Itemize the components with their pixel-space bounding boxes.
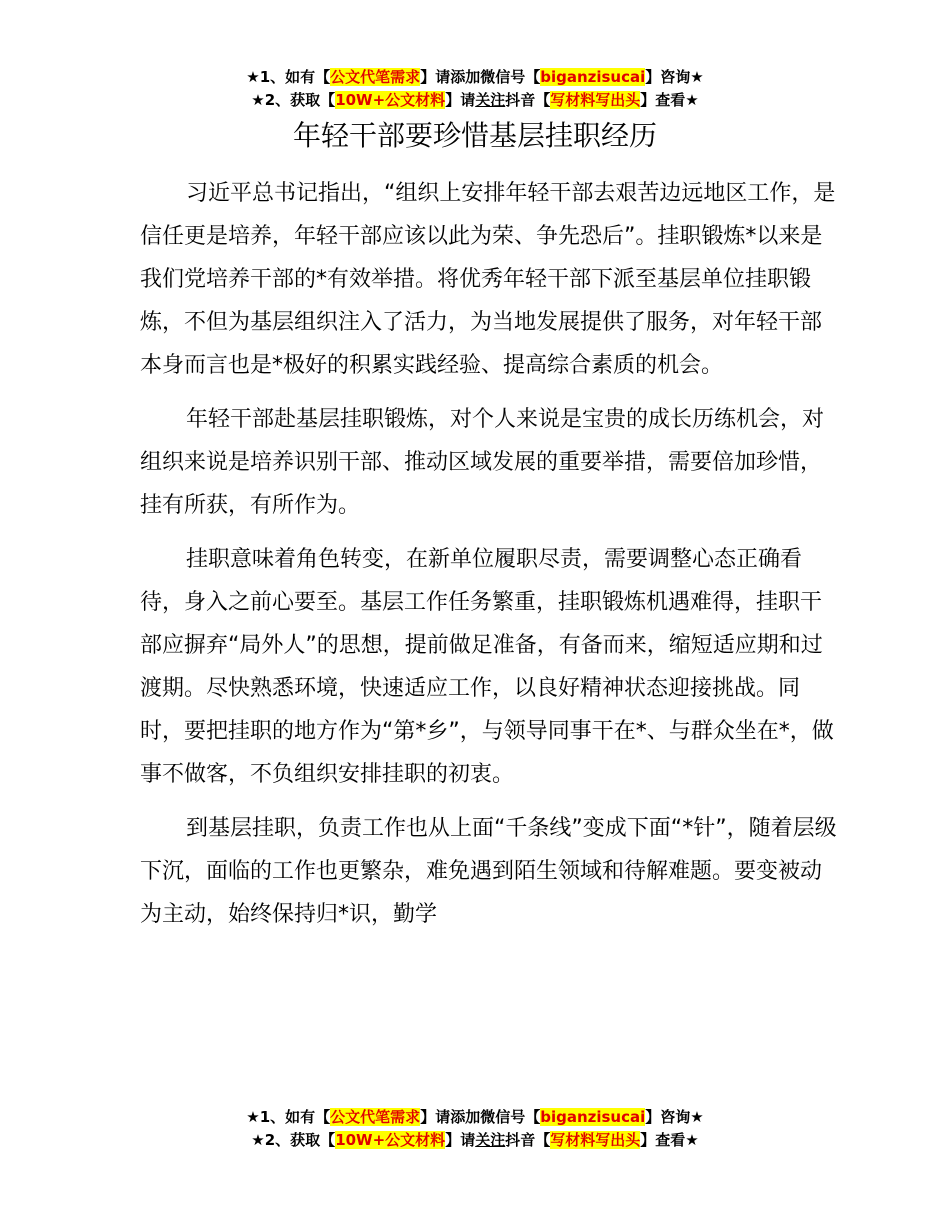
notice-text: ★2、获取【 (251, 91, 336, 109)
notice-text: 】查看★ (640, 1131, 699, 1149)
notice-underlined: 关注 (475, 91, 506, 109)
highlight-wechat-id: biganzisucai (540, 68, 646, 86)
highlight-materials: 10W+公文材料 (335, 1131, 446, 1149)
notice-text: 】请添加微信号【 (420, 1108, 541, 1126)
notice-line-1 (0, 66, 950, 89)
notice-text: ★1、如有【 (246, 1108, 331, 1126)
notice-text: ★2、获取【 (251, 1131, 336, 1149)
notice-text: 抖音【 (505, 1131, 551, 1149)
notice-text: 】查看★ (640, 91, 699, 109)
highlight-wechat-id: biganzisucai (540, 1108, 646, 1126)
notice-line-1 (0, 1106, 950, 1129)
notice-underlined: 关注 (475, 1131, 506, 1149)
highlight-douyin-account: 写材料写出头 (550, 1131, 641, 1149)
top-notice-banner (0, 66, 950, 112)
highlight-service: 公文代笔需求 (330, 1108, 421, 1126)
body-paragraph: 习近平总书记指出，“组织上安排年轻干部去艰苦边远地区工作，是信任更是培养，年轻干部应该以此为荣、争先恐后”。挂职锻炼*以来是我们党培养干部的*有效举措。将优秀年轻干部下派至基层单位挂职锻炼，不但为基层组织注入了活力，为当地发展提供了服务，对年轻干部本身而言也是*极好的积累实践经验、提高综合素质的机会。 (140, 181, 836, 378)
highlight-douyin-account: 写材料写出头 (550, 91, 641, 109)
highlight-materials: 10W+公文材料 (335, 91, 446, 109)
bottom-notice-banner (0, 1106, 950, 1152)
notice-line-2 (0, 1129, 950, 1152)
notice-text: 抖音【 (505, 91, 551, 109)
notice-text: 】请 (445, 1131, 476, 1149)
document-title: 年轻干部要珍惜基层挂职经历 (292, 119, 657, 152)
notice-text: 】请添加微信号【 (420, 68, 541, 86)
body-paragraph: 年轻干部赴基层挂职锻炼，对个人来说是宝贵的成长历练机会，对组织来说是培养识别干部、推动区域发展的重要举措，需要倍加珍惜，挂有所获，有所作为。 (140, 407, 825, 518)
notice-text: 】请 (445, 91, 476, 109)
body-paragraph: 挂职意味着角色转变，在新单位履职尽责，需要调整心态正确看待，身入之前心要至。基层工作任务繁重，挂职锻炼机遇难得，挂职干部应摒弃“局外人”的思想，提前做足准备，有备而来，缩短适应期和过渡期。尽快熟悉环境，快速适应工作，以良好精神状态迎接挑战。同时，要把挂职的地方作为“第*乡”，与领导同事干在*、与群众坐在*，做事不做客，不负组织安排挂职的初衷。 (140, 547, 834, 787)
highlight-service: 公文代笔需求 (330, 68, 421, 86)
notice-text: 】咨询★ (645, 68, 704, 86)
body-paragraph: 到基层挂职，负责工作也从上面“千条线”变成下面“*针”，随着层级下沉，面临的工作也更繁杂，难免遇到陌生领域和待解难题。要变被动为主动，始终保持归*识，勤学 (140, 816, 837, 927)
document-body (140, 172, 840, 947)
notice-text: 】咨询★ (645, 1108, 704, 1126)
notice-line-2 (0, 89, 950, 112)
notice-text: ★1、如有【 (246, 68, 331, 86)
